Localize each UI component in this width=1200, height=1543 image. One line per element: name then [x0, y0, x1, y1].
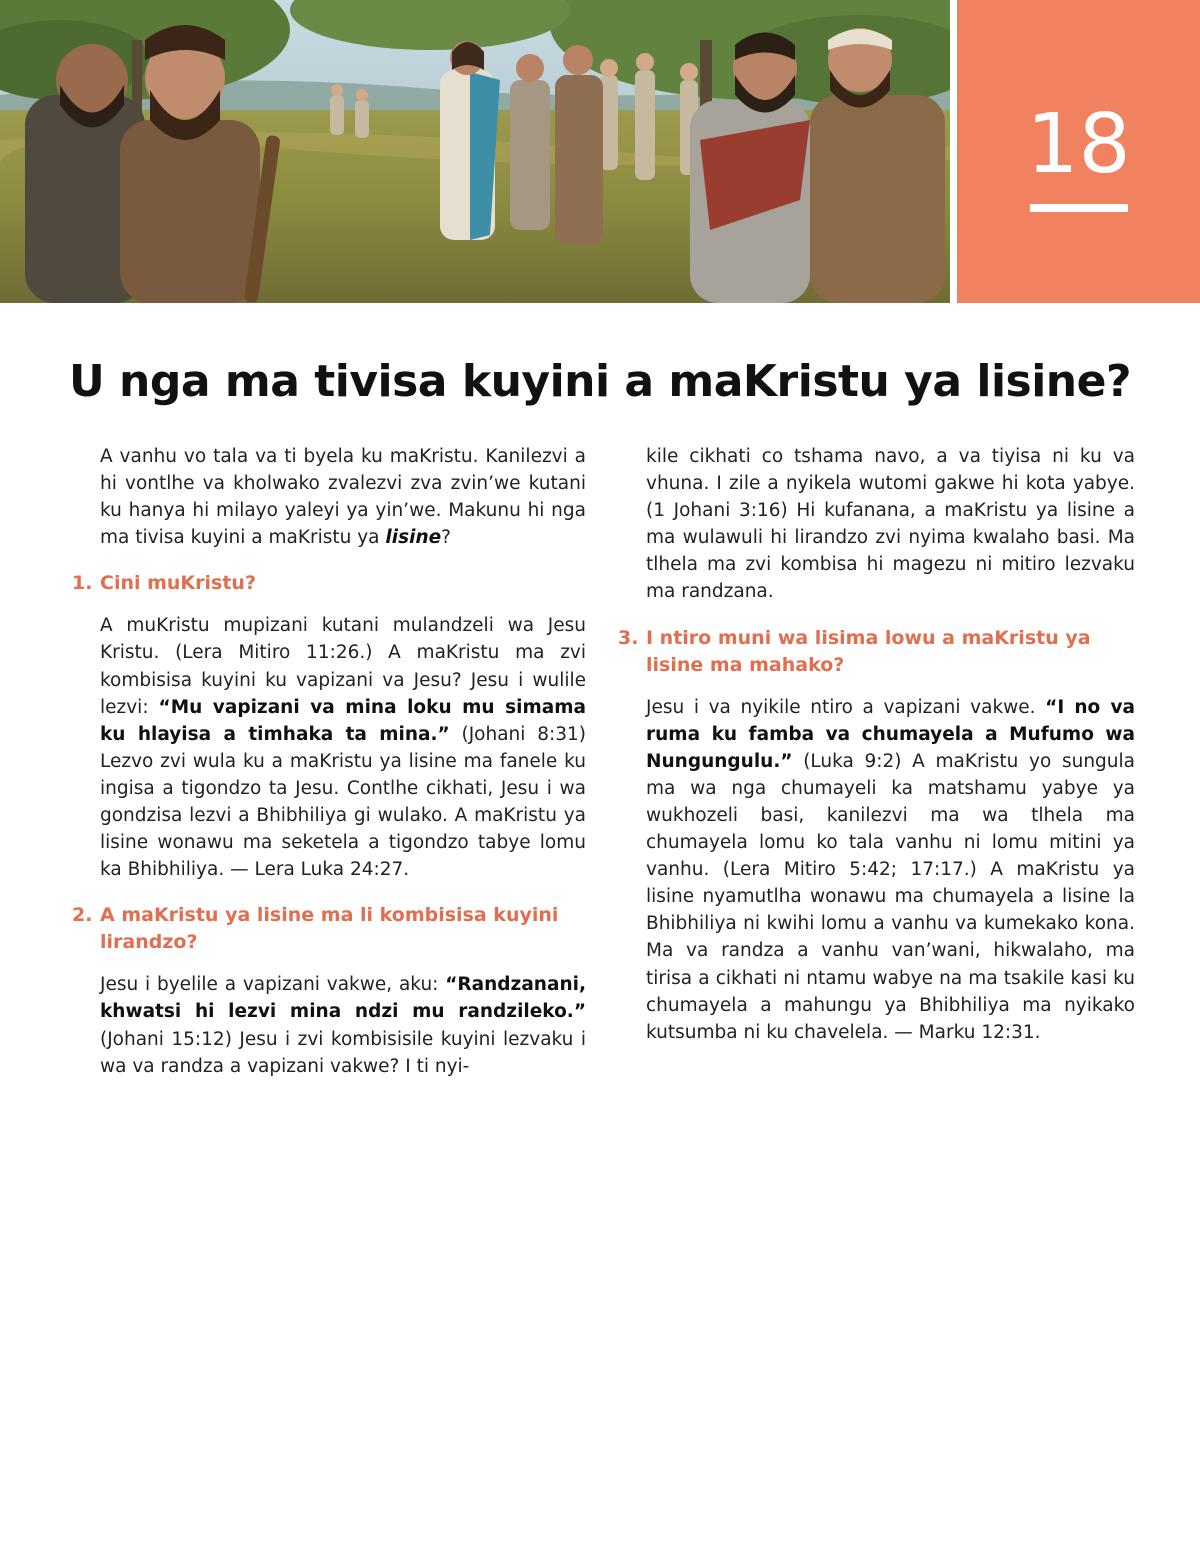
lesson-number-underline [1030, 204, 1128, 212]
question-3-heading: 3. I ntiro muni wa lisima lowu a maKristu ya lisine ma mahako? [618, 626, 1091, 676]
question-2-number: 2. [72, 904, 93, 927]
scripture-quote-2: “Randzanani, khwatsi hi lezvi mina ndzi mu randzileko.” [100, 974, 586, 1023]
left-column [72, 443, 586, 1080]
question-2-heading: 2. A maKristu ya lisine ma li kombisisa kuyini lirandzo? [72, 904, 559, 954]
answer-3-paragraph: Jesu i va nyikile ntiro a vapizani vakwe. “I no va ruma ku famba va chumayela a Mufumo wa Nungungulu.” (Luka 9:2) A maKristu yo sungula ma wa nga chumayeli ka matshamu yabye ya wukhozeli basi, kanilezvi ma wa tlhela ma chumayela lomu ko tala vanhu ni lomu mitini ya vanhu. (Lera Mitiro 5:42; 17:17.) A maKristu ya lisine nyamutlha wonawu ma chumayela a lisine la Bhibhiliya ni kwihi lomu a vanhu va kumekako kona. Ma va randza a vanhu van’wani, hikwalaho, ma tirisa a cikhati ni ntamu wabye na ma tsakile kasi ku chumayela a mahungu ya Bhibhiliya ma nyikako kutsumba ni ku chavelela. — Marku 12:31. [646, 696, 1135, 1043]
right-column [618, 443, 1135, 1046]
hero-illustration [0, 0, 950, 303]
lesson-number: 18 [1026, 97, 1131, 192]
answer-2-text-part1: (Johani 15:12) Jesu i zvi kombisisile kuyini lezvaku i wa va randza a vapizani vakwe? I ti nyi- [100, 1028, 586, 1077]
lesson-number-badge [957, 0, 1200, 303]
answer-2-paragraph: Jesu i byelile a vapizani vakwe, aku: “Randzanani, khwatsi hi lezvi mina ndzi mu randzileko.” (Johani 15:12) Jesu i zvi kombisisile kuyini lezvaku i wa va randza a vapizani vakwe? I ti nyi- [100, 974, 586, 1077]
question-1-number: 1. [72, 572, 93, 595]
intro-paragraph: A vanhu vo tala va ti byela ku maKristu. Kanilezvi a hi vontlhe va kholwako zvalezvi zva zvin’we kutani ku hanya hi milayo yaleyi ya yin’we. Makunu hi nga ma tivisa kuyini a maKristu ya lisine? [100, 446, 586, 549]
answer-2-continuation: kile cikhati co tshama navo, a va tiyisa ni ku va vhuna. I zile a nyikela wutomi gakwe hi kota yabye. (1 Johani 3:16) Hi kufanana, a maKristu ya lisine a ma wulawuli hi lirandzo zvi nyima kwalaho basi. Ma tlhela ma zvi kombisa hi magezu ni mitiro lezvaku ma randzana. [646, 446, 1135, 603]
page-title: U nga ma tivisa kuyini a maKristu ya lisine? [69, 356, 1131, 407]
question-1-heading: 1. Cini muKristu? [72, 570, 586, 597]
emphasis-lisine: lisine [385, 527, 442, 549]
answer-1-paragraph: A muKristu mupizani kutani mulandzeli wa Jesu Kristu. (Lera Mitiro 11:26.) A maKristu ma zvi kombisisa kuyini ku vapizani va Jesu? Jesu i wulile lezvi: “Mu vapizani va mina loku mu simama ku hlayisa a timhaka ta mina.” (Johani 8:31) Lezvo zvi wula ku a maKristu ya lisine ma fanele ku ingisa a tigondzo ta Jesu. Contlhe cikhati, Jesu i wa gondzisa lezvi a Bhibhiliya gi wulako. A maKristu ya lisine wonawu ma seketela a tigondzo tabye lomu ka Bhibhiliya. — Lera Luka 24:27. [100, 615, 587, 881]
hero-image [0, 0, 950, 303]
question-3-number: 3. [618, 626, 639, 649]
scripture-quote-3: “I no va ruma ku famba va chumayela a Mufumo wa Nungungulu.” [646, 696, 1135, 772]
scripture-quote-1: “Mu vapizani va mina loku mu simama ku hlayisa a timhaka ta mina.” [100, 696, 587, 745]
